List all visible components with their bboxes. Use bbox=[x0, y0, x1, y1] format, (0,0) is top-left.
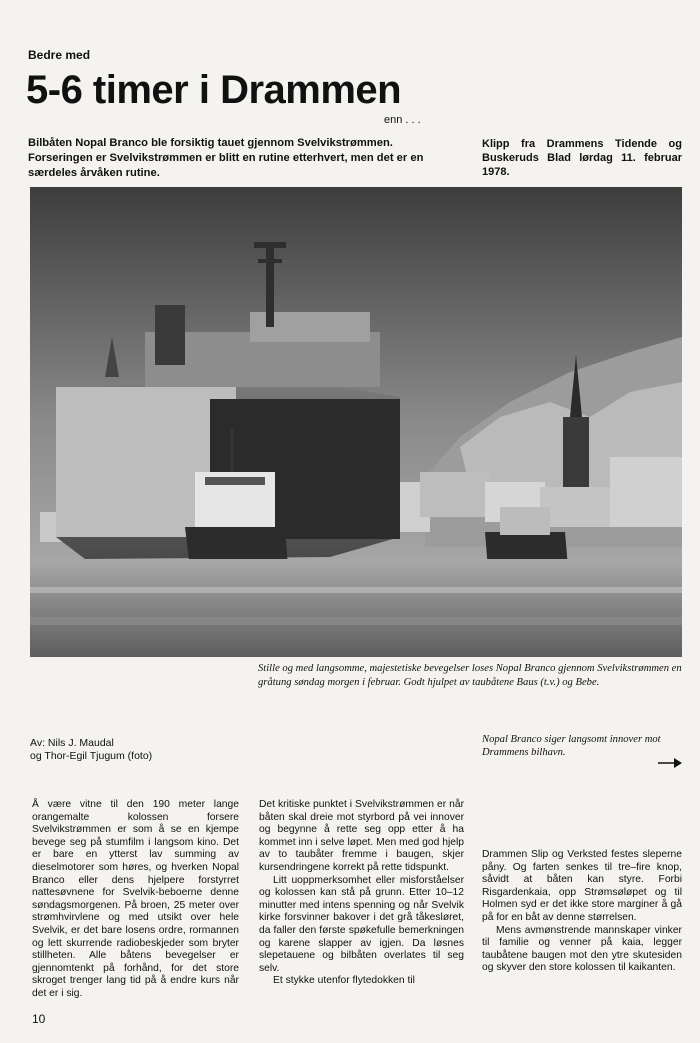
clip-source: Klipp fra Drammens Tidende og Buskeruds Blad lørdag 11. februar 1978. bbox=[482, 138, 682, 178]
article-intro: Bilbåten Nopal Branco ble forsiktig tauet gjennom Svelvikstrømmen. Forseringen er Svelvikstrømmen er blitt en rutine etterhvert, men det er en særdeles årvåken rutine. bbox=[28, 137, 424, 179]
body-paragraph: Mens avmønstrende mannskaper vinker til familie og venner på kaia, legger taubåtene baugen mot den ytre skutesiden og skyver den store kolossen til kaikanten. bbox=[482, 924, 682, 974]
side-caption: Nopal Branco siger langsomt innover mot Drammens bilhavn. bbox=[482, 734, 661, 758]
article-headline: 5-6 timer i Drammen bbox=[26, 68, 402, 112]
body-column-2 bbox=[259, 799, 464, 988]
body-paragraph: Det kritiske punktet i Svelvikstrømmen er når båten skal dreie mot styrbord på vei innover og begynne å rette seg opp etter å ha kommet inn i selve løpet. Men med god hjelp av to taubåter fremme i baugen, skjer kursendringene korrekt på rette tidspunkt. bbox=[259, 799, 464, 873]
ship-photo bbox=[30, 187, 682, 657]
photo-caption: Stille og med langsomme, majestetiske bevegelser loses Nopal Branco gjennom Svelvikstrømmen en gråtung søndag morgen i februar. Godt hjulpet av taubåtene Baus (t.v.) og Bebe. bbox=[258, 663, 682, 688]
arrow-right-icon bbox=[658, 756, 682, 770]
byline bbox=[30, 737, 230, 763]
byline-photographer: og Thor-Egil Tjugum (foto) bbox=[30, 750, 153, 762]
body-column-3 bbox=[482, 849, 682, 975]
byline-author: Av: Nils J. Maudal bbox=[30, 737, 114, 749]
headline-tail: enn . . . bbox=[384, 114, 421, 126]
body-column-1 bbox=[32, 799, 239, 1001]
ship-photo-illustration bbox=[30, 187, 682, 657]
body-paragraph: Litt uoppmerksomhet eller misforståelser og kolossen kan stå på grunn. Etter 10–12 minutter med intens spenning og når Svelvik kirke forsvinner bakover i det grå tåkesløret, da faller den første spøkefulle bemerkningen og karene slapper av igjen. Da løsnes slepetauene og bilbåten overlates til seg selv. bbox=[259, 874, 464, 974]
body-paragraph: Å være vitne til den 190 meter lange orangemalte kolossen forsere Svelvikstrømmen er som å se en kjempe bevege seg på stumfilm i langsom kino. Det er bare en ytterst lav summing av dieselmotorer som høres, og hverken Nopal Branco eller dens hjelpere forstyrret nattesøvnene for Svelvik-beboerne denne søndagsmorgenen. På broen, 25 meter over strømhvirvlene og med utsikt over hele Svelvik, er det bare losens ordre, rormannen og lett skurrende radiobeskjeder som bryter stillheten. Alle båtens bevegelser er gjennomtenkt på forhånd, for det store skroget trenger lang tid på å endre kurs når det er i sig. bbox=[32, 799, 239, 999]
page-number: 10 bbox=[32, 1012, 46, 1026]
article-kicker: Bedre med bbox=[28, 48, 91, 62]
body-paragraph: Drammen Slip og Verksted festes sleperne påny. Og farten senkes til tre–fire knop, såvidt at båten kan styre. Forbi Risgardenkaia, opp Strømsøløpet og til Holmen syd er det ikke store marginer å gå på for en båt av denne størrelsen. bbox=[482, 849, 682, 923]
body-paragraph: Et stykke utenfor flytedokken til bbox=[273, 975, 415, 987]
